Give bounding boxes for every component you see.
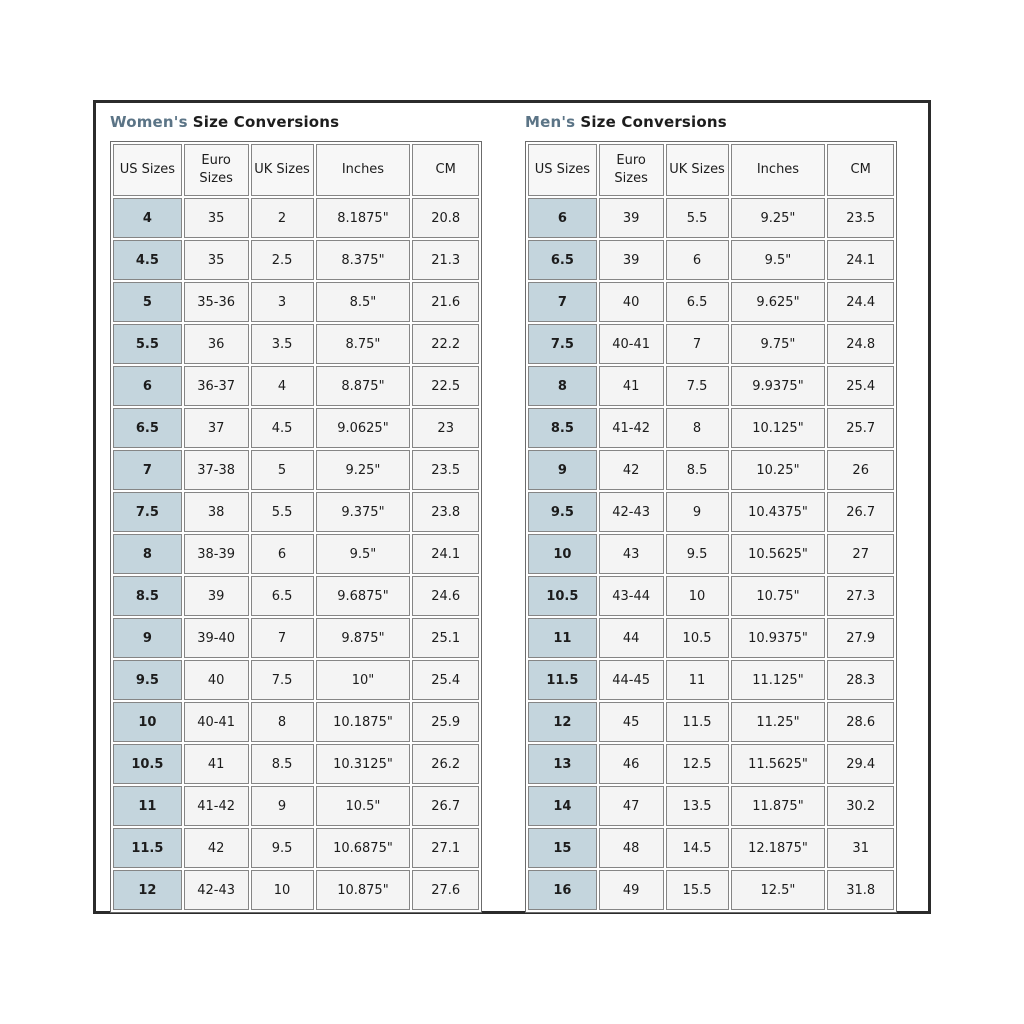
us-size-cell: 12 bbox=[113, 870, 182, 910]
us-size-cell: 5 bbox=[113, 282, 182, 322]
column-header: US Sizes bbox=[113, 144, 182, 196]
table-cell: 9 bbox=[251, 786, 314, 826]
table-cell: 26.7 bbox=[412, 786, 479, 826]
table-cell: 38-39 bbox=[184, 534, 249, 574]
table-cell: 6 bbox=[251, 534, 314, 574]
table-cell: 47 bbox=[599, 786, 664, 826]
us-size-cell: 8 bbox=[528, 366, 597, 406]
womens-title-prefix: Women's bbox=[110, 113, 188, 131]
table-cell: 24.1 bbox=[412, 534, 479, 574]
table-cell: 11.5625" bbox=[731, 744, 826, 784]
us-size-cell: 6.5 bbox=[113, 408, 182, 448]
table-cell: 29.4 bbox=[827, 744, 894, 784]
table-cell: 27.9 bbox=[827, 618, 894, 658]
table-row bbox=[113, 324, 479, 364]
table-cell: 7.5 bbox=[666, 366, 729, 406]
womens-title-rest: Size Conversions bbox=[192, 113, 340, 131]
table-cell: 24.8 bbox=[827, 324, 894, 364]
column-header: UK Sizes bbox=[251, 144, 314, 196]
table-cell: 28.6 bbox=[827, 702, 894, 742]
table-row bbox=[528, 828, 894, 868]
table-cell: 31.8 bbox=[827, 870, 894, 910]
table-row bbox=[528, 576, 894, 616]
table-cell: 8.375" bbox=[316, 240, 411, 280]
us-size-cell: 8 bbox=[113, 534, 182, 574]
table-cell: 5 bbox=[251, 450, 314, 490]
table-cell: 10.5625" bbox=[731, 534, 826, 574]
table-cell: 20.8 bbox=[412, 198, 479, 238]
us-size-cell: 13 bbox=[528, 744, 597, 784]
womens-table-title bbox=[110, 111, 482, 133]
us-size-cell: 9 bbox=[528, 450, 597, 490]
table-cell: 27 bbox=[827, 534, 894, 574]
table-cell: 8.75" bbox=[316, 324, 411, 364]
table-cell: 9.625" bbox=[731, 282, 826, 322]
table-row bbox=[528, 450, 894, 490]
table-cell: 39 bbox=[599, 240, 664, 280]
table-cell: 42-43 bbox=[599, 492, 664, 532]
table-cell: 12.5" bbox=[731, 870, 826, 910]
us-size-cell: 4.5 bbox=[113, 240, 182, 280]
us-size-cell: 6.5 bbox=[528, 240, 597, 280]
table-cell: 36-37 bbox=[184, 366, 249, 406]
table-row bbox=[528, 786, 894, 826]
table-row bbox=[113, 870, 479, 910]
table-cell: 6 bbox=[666, 240, 729, 280]
table-cell: 46 bbox=[599, 744, 664, 784]
womens-size-table bbox=[110, 141, 482, 913]
table-cell: 8.5 bbox=[251, 744, 314, 784]
table-cell: 10.5" bbox=[316, 786, 411, 826]
table-row bbox=[113, 828, 479, 868]
table-cell: 22.2 bbox=[412, 324, 479, 364]
column-header: Euro Sizes bbox=[184, 144, 249, 196]
table-cell: 40-41 bbox=[599, 324, 664, 364]
table-cell: 41 bbox=[599, 366, 664, 406]
mens-table-title bbox=[525, 111, 897, 133]
table-cell: 9.25" bbox=[731, 198, 826, 238]
table-cell: 23.8 bbox=[412, 492, 479, 532]
table-cell: 10 bbox=[666, 576, 729, 616]
us-size-cell: 7 bbox=[528, 282, 597, 322]
table-cell: 25.1 bbox=[412, 618, 479, 658]
table-cell: 27.6 bbox=[412, 870, 479, 910]
table-cell: 44-45 bbox=[599, 660, 664, 700]
table-cell: 42 bbox=[184, 828, 249, 868]
table-cell: 3.5 bbox=[251, 324, 314, 364]
table-cell: 39 bbox=[599, 198, 664, 238]
table-cell: 10.1875" bbox=[316, 702, 411, 742]
table-row bbox=[113, 408, 479, 448]
us-size-cell: 11 bbox=[528, 618, 597, 658]
table-row bbox=[528, 870, 894, 910]
table-row bbox=[113, 744, 479, 784]
table-cell: 26.7 bbox=[827, 492, 894, 532]
table-row bbox=[528, 492, 894, 532]
table-cell: 43-44 bbox=[599, 576, 664, 616]
table-cell: 10" bbox=[316, 660, 411, 700]
table-cell: 21.3 bbox=[412, 240, 479, 280]
table-cell: 24.4 bbox=[827, 282, 894, 322]
table-row bbox=[113, 660, 479, 700]
us-size-cell: 4 bbox=[113, 198, 182, 238]
column-header: CM bbox=[412, 144, 479, 196]
table-cell: 10.125" bbox=[731, 408, 826, 448]
table-row bbox=[528, 282, 894, 322]
table-cell: 37 bbox=[184, 408, 249, 448]
table-cell: 45 bbox=[599, 702, 664, 742]
table-cell: 23.5 bbox=[412, 450, 479, 490]
us-size-cell: 8.5 bbox=[528, 408, 597, 448]
table-cell: 43 bbox=[599, 534, 664, 574]
table-row bbox=[113, 198, 479, 238]
table-cell: 9.9375" bbox=[731, 366, 826, 406]
us-size-cell: 10 bbox=[528, 534, 597, 574]
table-row bbox=[113, 618, 479, 658]
us-size-cell: 16 bbox=[528, 870, 597, 910]
table-cell: 15.5 bbox=[666, 870, 729, 910]
column-header: Inches bbox=[316, 144, 411, 196]
mens-title-rest: Size Conversions bbox=[580, 113, 727, 131]
table-cell: 11 bbox=[666, 660, 729, 700]
table-cell: 8.5 bbox=[666, 450, 729, 490]
table-cell: 10.6875" bbox=[316, 828, 411, 868]
table-cell: 31 bbox=[827, 828, 894, 868]
table-cell: 48 bbox=[599, 828, 664, 868]
us-size-cell: 7.5 bbox=[528, 324, 597, 364]
table-cell: 40 bbox=[599, 282, 664, 322]
table-row bbox=[113, 282, 479, 322]
us-size-cell: 9 bbox=[113, 618, 182, 658]
column-header: US Sizes bbox=[528, 144, 597, 196]
table-cell: 27.1 bbox=[412, 828, 479, 868]
table-cell: 39 bbox=[184, 576, 249, 616]
table-row bbox=[113, 786, 479, 826]
us-size-cell: 10.5 bbox=[113, 744, 182, 784]
table-cell: 10.3125" bbox=[316, 744, 411, 784]
table-cell: 24.1 bbox=[827, 240, 894, 280]
table-row bbox=[528, 408, 894, 448]
table-cell: 8 bbox=[251, 702, 314, 742]
table-cell: 23 bbox=[412, 408, 479, 448]
table-cell: 38 bbox=[184, 492, 249, 532]
table-cell: 7 bbox=[251, 618, 314, 658]
us-size-cell: 7 bbox=[113, 450, 182, 490]
table-row bbox=[528, 198, 894, 238]
table-cell: 9.5 bbox=[666, 534, 729, 574]
mens-title-prefix: Men's bbox=[525, 113, 576, 131]
column-header: CM bbox=[827, 144, 894, 196]
us-size-cell: 9.5 bbox=[528, 492, 597, 532]
us-size-cell: 15 bbox=[528, 828, 597, 868]
table-cell: 10 bbox=[251, 870, 314, 910]
us-size-cell: 8.5 bbox=[113, 576, 182, 616]
table-cell: 11.5 bbox=[666, 702, 729, 742]
mens-table-section bbox=[525, 111, 897, 913]
table-cell: 41-42 bbox=[184, 786, 249, 826]
table-cell: 9.5" bbox=[731, 240, 826, 280]
us-size-cell: 14 bbox=[528, 786, 597, 826]
table-cell: 22.5 bbox=[412, 366, 479, 406]
table-cell: 10.5 bbox=[666, 618, 729, 658]
table-row bbox=[113, 576, 479, 616]
table-cell: 36 bbox=[184, 324, 249, 364]
table-cell: 9.5" bbox=[316, 534, 411, 574]
table-cell: 35 bbox=[184, 198, 249, 238]
table-row bbox=[113, 702, 479, 742]
us-size-cell: 5.5 bbox=[113, 324, 182, 364]
table-cell: 44 bbox=[599, 618, 664, 658]
table-cell: 10.9375" bbox=[731, 618, 826, 658]
table-cell: 30.2 bbox=[827, 786, 894, 826]
us-size-cell: 10.5 bbox=[528, 576, 597, 616]
table-cell: 9.75" bbox=[731, 324, 826, 364]
table-cell: 39-40 bbox=[184, 618, 249, 658]
table-cell: 26 bbox=[827, 450, 894, 490]
us-size-cell: 11.5 bbox=[528, 660, 597, 700]
table-cell: 41 bbox=[184, 744, 249, 784]
table-cell: 40 bbox=[184, 660, 249, 700]
table-row bbox=[528, 366, 894, 406]
table-cell: 9.875" bbox=[316, 618, 411, 658]
table-cell: 9.0625" bbox=[316, 408, 411, 448]
us-size-cell: 6 bbox=[113, 366, 182, 406]
table-cell: 14.5 bbox=[666, 828, 729, 868]
table-cell: 2.5 bbox=[251, 240, 314, 280]
table-cell: 12.1875" bbox=[731, 828, 826, 868]
table-cell: 11.25" bbox=[731, 702, 826, 742]
table-row bbox=[528, 324, 894, 364]
us-size-cell: 11.5 bbox=[113, 828, 182, 868]
table-cell: 25.9 bbox=[412, 702, 479, 742]
table-cell: 10.75" bbox=[731, 576, 826, 616]
us-size-cell: 9.5 bbox=[113, 660, 182, 700]
table-cell: 35 bbox=[184, 240, 249, 280]
table-cell: 42 bbox=[599, 450, 664, 490]
table-cell: 10.4375" bbox=[731, 492, 826, 532]
size-conversion-frame bbox=[93, 100, 931, 914]
table-row bbox=[113, 534, 479, 574]
mens-size-table bbox=[525, 141, 897, 913]
table-cell: 2 bbox=[251, 198, 314, 238]
table-cell: 11.875" bbox=[731, 786, 826, 826]
table-row bbox=[113, 450, 479, 490]
column-header: Inches bbox=[731, 144, 826, 196]
table-cell: 21.6 bbox=[412, 282, 479, 322]
table-row bbox=[528, 744, 894, 784]
table-cell: 40-41 bbox=[184, 702, 249, 742]
table-row bbox=[528, 534, 894, 574]
table-cell: 10.25" bbox=[731, 450, 826, 490]
table-cell: 9.6875" bbox=[316, 576, 411, 616]
us-size-cell: 7.5 bbox=[113, 492, 182, 532]
table-cell: 26.2 bbox=[412, 744, 479, 784]
us-size-cell: 10 bbox=[113, 702, 182, 742]
table-cell: 28.3 bbox=[827, 660, 894, 700]
table-cell: 11.125" bbox=[731, 660, 826, 700]
column-header: Euro Sizes bbox=[599, 144, 664, 196]
table-row bbox=[528, 660, 894, 700]
table-cell: 5.5 bbox=[666, 198, 729, 238]
table-cell: 13.5 bbox=[666, 786, 729, 826]
table-row bbox=[113, 366, 479, 406]
table-cell: 41-42 bbox=[599, 408, 664, 448]
table-cell: 7 bbox=[666, 324, 729, 364]
table-cell: 3 bbox=[251, 282, 314, 322]
table-cell: 27.3 bbox=[827, 576, 894, 616]
column-header: UK Sizes bbox=[666, 144, 729, 196]
us-size-cell: 11 bbox=[113, 786, 182, 826]
table-cell: 4.5 bbox=[251, 408, 314, 448]
table-cell: 37-38 bbox=[184, 450, 249, 490]
table-cell: 8.1875" bbox=[316, 198, 411, 238]
table-cell: 25.4 bbox=[827, 366, 894, 406]
table-cell: 12.5 bbox=[666, 744, 729, 784]
table-cell: 25.4 bbox=[412, 660, 479, 700]
table-cell: 10.875" bbox=[316, 870, 411, 910]
table-cell: 8 bbox=[666, 408, 729, 448]
table-cell: 9 bbox=[666, 492, 729, 532]
us-size-cell: 12 bbox=[528, 702, 597, 742]
table-row bbox=[528, 618, 894, 658]
header-row bbox=[113, 144, 479, 196]
table-cell: 35-36 bbox=[184, 282, 249, 322]
table-cell: 7.5 bbox=[251, 660, 314, 700]
table-row bbox=[113, 492, 479, 532]
table-row bbox=[528, 240, 894, 280]
table-cell: 24.6 bbox=[412, 576, 479, 616]
table-cell: 9.5 bbox=[251, 828, 314, 868]
table-cell: 6.5 bbox=[251, 576, 314, 616]
table-cell: 23.5 bbox=[827, 198, 894, 238]
womens-table-section bbox=[110, 111, 482, 913]
header-row bbox=[528, 144, 894, 196]
table-row bbox=[113, 240, 479, 280]
us-size-cell: 6 bbox=[528, 198, 597, 238]
table-row bbox=[528, 702, 894, 742]
table-cell: 49 bbox=[599, 870, 664, 910]
table-cell: 25.7 bbox=[827, 408, 894, 448]
table-cell: 9.375" bbox=[316, 492, 411, 532]
table-cell: 4 bbox=[251, 366, 314, 406]
table-cell: 42-43 bbox=[184, 870, 249, 910]
table-cell: 5.5 bbox=[251, 492, 314, 532]
table-cell: 9.25" bbox=[316, 450, 411, 490]
table-cell: 8.5" bbox=[316, 282, 411, 322]
table-cell: 6.5 bbox=[666, 282, 729, 322]
table-cell: 8.875" bbox=[316, 366, 411, 406]
